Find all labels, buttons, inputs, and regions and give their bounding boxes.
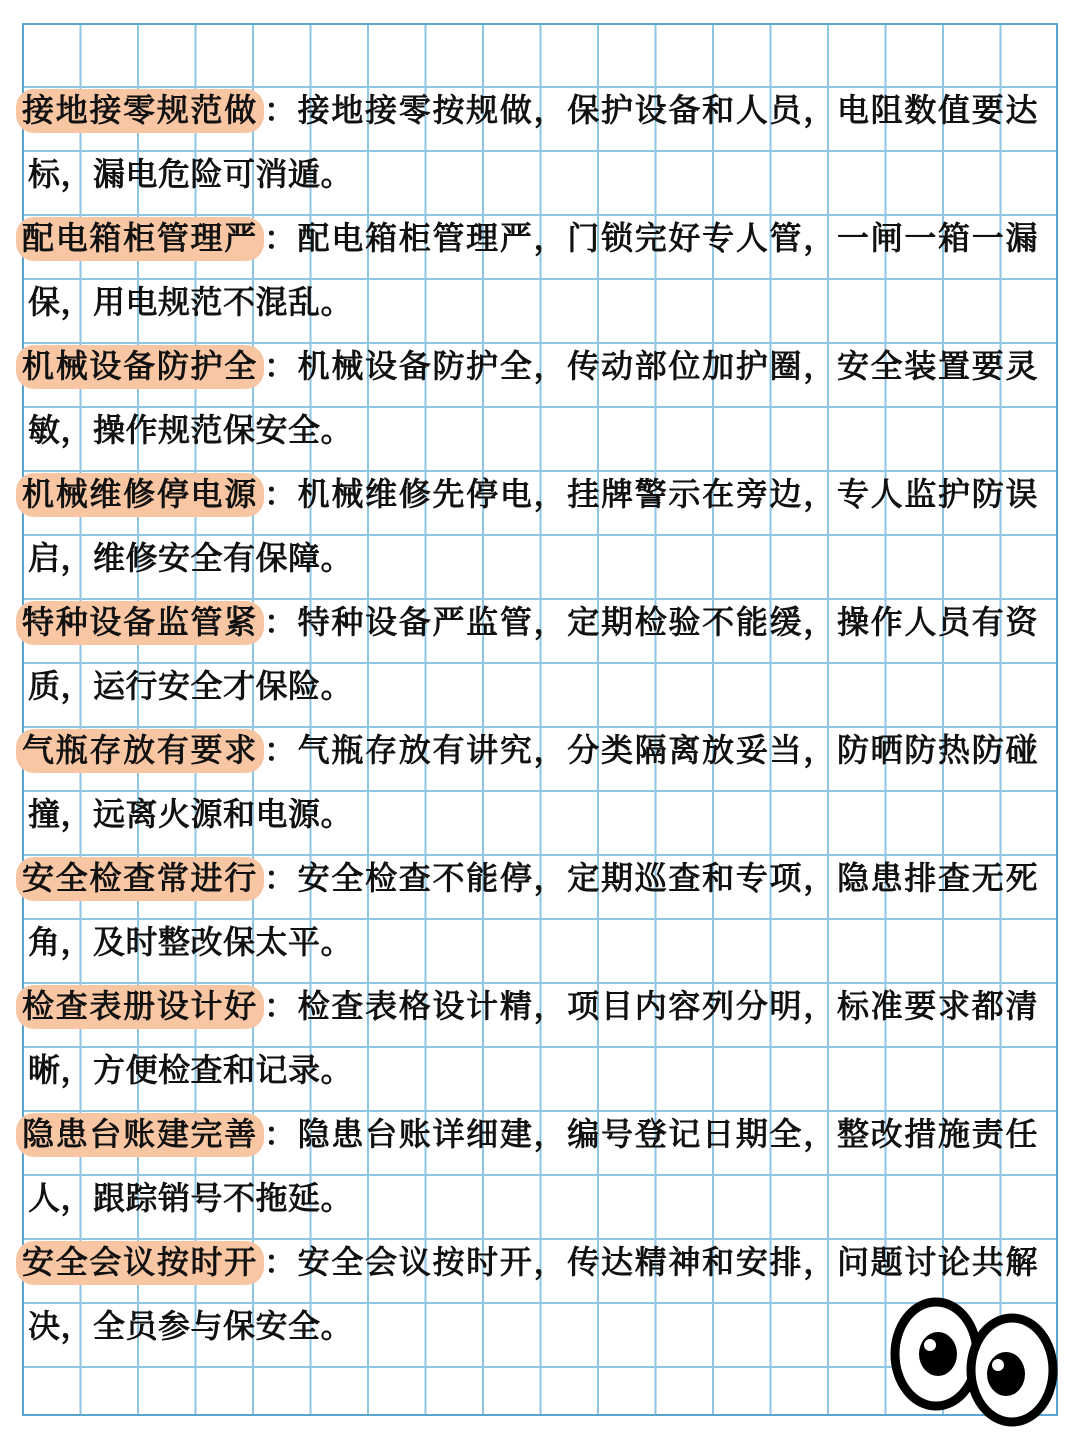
entry-separator: ：	[263, 859, 298, 897]
entry-separator: ：	[263, 91, 298, 129]
entry	[22, 1102, 1038, 1230]
entry-separator: ：	[263, 347, 298, 385]
entry-heading: 检查表册设计好	[16, 985, 264, 1029]
entry-body: 隐患台账详细建，编号登记日期全，整改措施责任人，跟踪销号不拖延。	[28, 1115, 1038, 1217]
entry	[22, 846, 1038, 974]
entry-body: 特种设备严监管，定期检验不能缓，操作人员有资质，运行安全才保险。	[28, 603, 1038, 705]
entry-list	[22, 78, 1038, 1358]
googly-eyes-icon	[876, 1292, 1066, 1432]
entry	[22, 718, 1038, 846]
entry-separator: ：	[263, 1115, 298, 1153]
entry-body: 接地接零按规做，保护设备和人员，电阻数值要达标，漏电危险可消遁。	[28, 91, 1038, 193]
entry-body: 配电箱柜管理严，门锁完好专人管，一闸一箱一漏保，用电规范不混乱。	[28, 219, 1038, 321]
entry-body: 检查表格设计精，项目内容列分明，标准要求都清晰，方便检查和记录。	[28, 987, 1038, 1089]
entry-heading: 安全会议按时开	[16, 1241, 264, 1285]
entry-separator: ：	[263, 987, 298, 1025]
entry-separator: ：	[263, 731, 298, 769]
entry-heading: 隐患台账建完善	[16, 1113, 264, 1157]
entry-separator: ：	[263, 219, 298, 257]
entry-heading: 接地接零规范做	[16, 89, 264, 133]
entry-heading: 安全检查常进行	[16, 857, 264, 901]
entry-separator: ：	[263, 1243, 298, 1281]
entry	[22, 462, 1038, 590]
entry	[22, 206, 1038, 334]
entry-body: 气瓶存放有讲究，分类隔离放妥当，防晒防热防碰撞，远离火源和电源。	[28, 731, 1038, 833]
entry	[22, 974, 1038, 1102]
right-eye	[971, 1318, 1053, 1422]
entry	[22, 334, 1038, 462]
entry	[22, 78, 1038, 206]
entry-heading: 特种设备监管紧	[16, 601, 264, 645]
entry-body: 安全检查不能停，定期巡查和专项，隐患排查无死角，及时整改保太平。	[28, 859, 1038, 961]
left-eye	[895, 1302, 977, 1406]
entry-heading: 机械维修停电源	[16, 473, 264, 517]
entry-heading: 气瓶存放有要求	[16, 729, 264, 773]
entry-separator: ：	[263, 603, 298, 641]
entry-heading: 配电箱柜管理严	[16, 217, 264, 261]
entry-heading: 机械设备防护全	[16, 345, 264, 389]
entry	[22, 590, 1038, 718]
entry-body: 机械维修先停电，挂牌警示在旁边，专人监护防误启，维修安全有保障。	[28, 475, 1038, 577]
entry-body: 机械设备防护全，传动部位加护圈，安全装置要灵敏，操作规范保安全。	[28, 347, 1038, 449]
entry-separator: ：	[263, 475, 298, 513]
entry-body: 安全会议按时开，传达精神和安排，问题讨论共解决，全员参与保安全。	[28, 1243, 1038, 1345]
